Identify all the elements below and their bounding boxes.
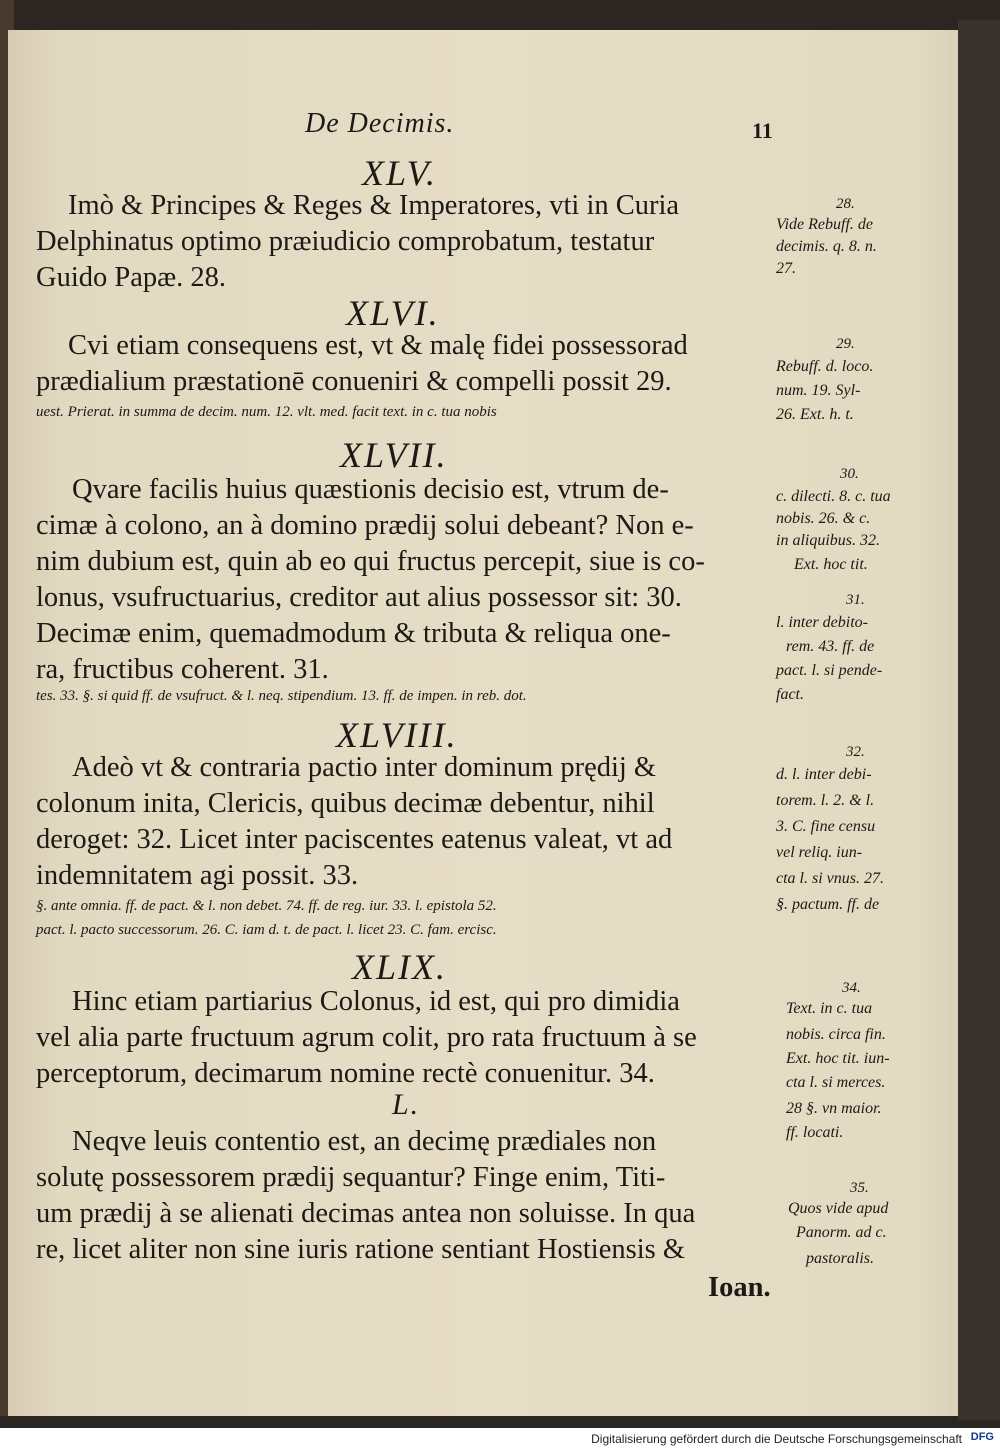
- margin-note-number: 34.: [842, 980, 861, 996]
- body-line: perceptorum, decimarum nomine rectè conuenitur. 34.: [36, 1058, 655, 1089]
- margin-note-line: l. inter debito-: [776, 614, 868, 631]
- footer-bar: [0, 1428, 1000, 1450]
- catchword: Ioan.: [708, 1272, 771, 1303]
- body-line: re, licet aliter non sine iuris ratione sentiant Hostiensis &: [36, 1234, 686, 1265]
- margin-note-line: Vide Rebuff. de: [776, 216, 873, 233]
- footnote-line: pact. l. pacto successorum. 26. C. iam d. t. de pact. l. licet 23. C. fam. ercisc.: [36, 922, 497, 938]
- margin-note-line: 28 §. vn maior.: [786, 1100, 882, 1117]
- body-line: indemnitatem agi possit. 33.: [36, 860, 359, 891]
- margin-note-line: 26. Ext. h. t.: [776, 406, 854, 423]
- margin-note-line: §. pactum. ff. de: [776, 896, 880, 913]
- margin-note-line: Panorm. ad c.: [796, 1224, 887, 1241]
- running-title: De Decimis.: [305, 108, 455, 139]
- footnote-line: §. ante omnia. ff. de pact. & l. non debet. 74. ff. de reg. iur. 33. l. epistola 52.: [36, 898, 497, 914]
- body-line: colonum inita, Clericis, quibus decimæ debentur, nihil: [36, 788, 655, 819]
- body-line: prædialium præstationē conueniri & compelli possit 29.: [36, 366, 672, 397]
- body-line: Neqve leuis contentio est, an decimę prædiales non: [72, 1126, 657, 1157]
- margin-note-number: 29.: [836, 336, 855, 352]
- margin-note-line: vel reliq. iun-: [776, 844, 863, 861]
- margin-note-line: nobis. circa fin.: [786, 1026, 886, 1043]
- margin-note-line: in aliquibus. 32.: [776, 532, 881, 549]
- section-numeral: XLVII.: [340, 435, 448, 475]
- section-numeral: XLVIII.: [336, 715, 458, 755]
- margin-note-line: torem. l. 2. & l.: [776, 792, 875, 809]
- margin-note-number: 30.: [840, 466, 859, 482]
- body-line: Hinc etiam partiarius Colonus, id est, qui pro dimidia: [72, 986, 680, 1017]
- margin-note-number: 35.: [850, 1180, 869, 1196]
- margin-note-line: fact.: [776, 686, 804, 703]
- margin-note-line: pastoralis.: [806, 1250, 875, 1267]
- margin-note-line: Quos vide apud: [788, 1200, 889, 1217]
- body-line: Qvare facilis huius quæstionis decisio est, vtrum de-: [72, 474, 669, 505]
- footer-credit: Digitalisierung gefördert durch die Deutsche Forschungsgemeinschaft: [591, 1432, 962, 1446]
- margin-note-number: 31.: [846, 592, 865, 608]
- margin-note-line: Ext. hoc tit.: [794, 556, 868, 573]
- margin-note-line: cta l. si vnus. 27.: [776, 870, 884, 887]
- body-line: Adeò vt & contraria pactio inter dominum prędij &: [72, 752, 657, 783]
- margin-note-line: num. 19. Syl-: [776, 382, 861, 399]
- margin-note-line: c. dilecti. 8. c. tua: [776, 488, 891, 505]
- margin-note-line: ff. locati.: [786, 1124, 844, 1141]
- margin-note-number: 28.: [836, 196, 855, 212]
- margin-note-line: 27.: [776, 260, 796, 277]
- body-line: Imò & Principes & Reges & Imperatores, vti in Curia: [68, 190, 680, 221]
- body-line: solutę possessorem prædij sequantur? Finge enim, Titi-: [36, 1162, 666, 1193]
- section-numeral: L.: [392, 1088, 421, 1121]
- margin-note-line: cta l. si merces.: [786, 1074, 886, 1091]
- margin-note-line: Rebuff. d. loco.: [776, 358, 874, 375]
- section-numeral: XLV.: [362, 153, 438, 193]
- margin-note-line: rem. 43. ff. de: [786, 638, 875, 655]
- scan-border: [958, 20, 1000, 1420]
- body-line: cimæ à colono, an à domino prædij solui debeant? Non e-: [36, 510, 694, 541]
- margin-note-line: 3. C. fine censu: [776, 818, 876, 835]
- dfg-logo: DFG: [970, 1431, 994, 1443]
- body-line: vel alia parte fructuum agrum colit, pro rata fructuum à se: [36, 1022, 697, 1053]
- margin-note-line: d. l. inter debi-: [776, 766, 872, 783]
- body-line: Delphinatus optimo præiudicio comprobatum, testatur: [36, 226, 655, 257]
- body-line: Decimæ enim, quemadmodum & tributa & reliqua one-: [36, 618, 671, 649]
- body-line: deroget: 32. Licet inter paciscentes eatenus valeat, vt ad: [36, 824, 673, 855]
- body-line: lonus, vsufructuarius, creditor aut alius possessor sit: 30.: [36, 582, 682, 613]
- section-numeral: XLVI.: [346, 293, 440, 333]
- footnote-line: tes. 33. §. si quid ff. de vsufruct. & l. neq. stipendium. 13. ff. de impen. in reb. dot.: [36, 688, 527, 704]
- margin-note-line: pact. l. si pende-: [776, 662, 883, 679]
- margin-note-line: decimis. q. 8. n.: [776, 238, 877, 255]
- section-numeral: XLIX.: [352, 947, 447, 987]
- page-number: 11: [752, 118, 773, 143]
- margin-note-line: Text. in c. tua: [786, 1000, 873, 1017]
- body-line: ra, fructibus coherent. 31.: [36, 654, 329, 685]
- margin-note-number: 32.: [846, 744, 865, 760]
- body-line: nim dubium est, quin ab eo qui fructus percepit, siue is co-: [36, 546, 705, 577]
- body-line: Guido Papæ. 28.: [36, 262, 227, 293]
- body-line: um prædij à se alienati decimas antea non soluisse. In qua: [36, 1198, 696, 1229]
- footnote-line: uest. Prierat. in summa de decim. num. 12. vlt. med. facit text. in c. tua nobis: [36, 404, 497, 420]
- margin-note-line: Ext. hoc tit. iun-: [786, 1050, 890, 1067]
- margin-note-line: nobis. 26. & c.: [776, 510, 871, 527]
- body-line: Cvi etiam consequens est, vt & malę fidei possessorad: [68, 330, 688, 361]
